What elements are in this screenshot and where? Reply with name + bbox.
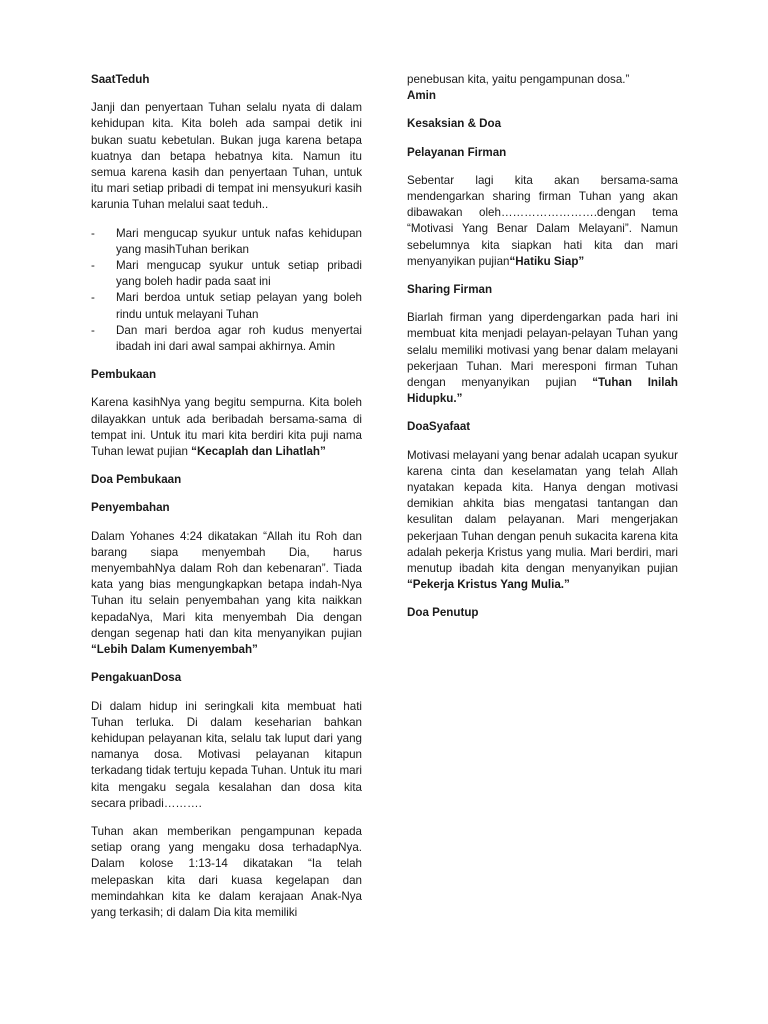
bullet-dash: - xyxy=(91,259,95,273)
pembukaan-paragraph xyxy=(91,395,362,460)
pelayanan-firman-text: Sebentar lagi kita akan bersama-sama mendengarkan sharing firman Tuhan yang akan dibawakan oleh…………………….dengan tema “Motivasi Yang Benar Dalam Melayani”. Namun sebelumnya kita siapkan hati kita dan mari menyanyikan pujian xyxy=(407,173,678,268)
doa-syafaat-song-title: “Pekerja Kristus Yang Mulia.” xyxy=(407,578,570,592)
pengakuan-paragraph-1: Di dalam hidup ini seringkali kita membuat hati Tuhan terluka. Di dalam keseharian bahkan kehidupan pelayanan kita, selalu tak luput dari yang namanya dosa. Motivasi pelayanan kitapun terkadang tidak tertuju kepada Tuhan. Untuk itu mari kita mengaku segala kesalahan dan dosa kita secara pribadi………. xyxy=(91,699,362,810)
heading-doa-syafaat: DoaSyafaat xyxy=(407,420,471,434)
list-item xyxy=(91,226,362,258)
list-item xyxy=(91,290,362,322)
pengakuan-paragraph-2: Tuhan akan memberikan pengampunan kepada setiap orang yang mengaku dosa terhadapNya. Dalam kolose 1:13-14 dikatakan “Ia telah melepaskan kita dari kuasa kegelapan dan memindahkan kita ke dalam kerajaan Anak-Nya yang terkasih; di dalam Dia kita memiliki xyxy=(91,824,362,919)
heading-doa-pembukaan: Doa Pembukaan xyxy=(91,473,182,487)
doa-syafaat-text: Motivasi melayani yang benar adalah ucapan syukur karena cinta dan keselamatan yang telah Allah nyatakan kepada kita. Hanya dengan motivasi demikian ahkita bias mengatasi tantangan dan kesulitan dalam pelayanan. Mari mengerjakan pekerjaan Tuhan dengan penuh sukacita karena kita adalah pekerja Kristus yang mulia. Mari berdiri, mari menutup ibadah kita dengan menyanyikan pujian xyxy=(407,448,678,576)
amin-text: Amin xyxy=(407,89,436,103)
pembukaan-song-title: “Kecaplah dan Lihatlah” xyxy=(191,445,326,459)
list-item-text: Mari mengucap syukur untuk nafas kehidupan yang masihTuhan berikan xyxy=(116,226,362,256)
heading-pembukaan: Pembukaan xyxy=(91,368,157,382)
list-item xyxy=(91,323,362,355)
continuation-text: penebusan kita, yaitu pengampunan dosa.” xyxy=(407,73,630,86)
list-item xyxy=(91,258,362,290)
list-item-text: Mari mengucap syukur untuk setiap pribadi yang boleh hadir pada saat ini xyxy=(116,259,362,289)
heading-pengakuan-dosa: PengakuanDosa xyxy=(91,671,182,685)
heading-kesaksian-doa: Kesaksian & Doa xyxy=(407,117,502,131)
bullet-dash: - xyxy=(91,323,95,337)
list-item-text: Mari berdoa untuk setiap pelayan yang boleh rindu untuk melayani Tuhan xyxy=(116,291,362,321)
heading-pelayanan-firman: Pelayanan Firman xyxy=(407,145,507,159)
penyembahan-paragraph xyxy=(91,529,362,659)
list-item-text: Dan mari berdoa agar roh kudus menyertai ibadah ini dari awal sampai akhirnya. Amin xyxy=(116,323,362,354)
heading-sharing-firman: Sharing Firman xyxy=(407,283,493,297)
penyembahan-text: Dalam Yohanes 4:24 dikatakan “Allah itu Roh dan barang siapa menyembah Dia, harus menyembahNya dalam Roh dan kebenaran”. Tiada kata yang bias mengungkapkan betapa indah-Nya Tuhan itu selain penyembahan yang kita naikkan kepadaNya, Mari kita menyembah Dia dengan dengan segenap hati dan kita menyanyikan pujian xyxy=(91,529,362,640)
bullet-dash: - xyxy=(91,226,95,240)
saat-teduh-bullet-list xyxy=(91,226,362,356)
bullet-dash: - xyxy=(91,291,95,305)
doa-syafaat-paragraph xyxy=(407,448,678,594)
right-column xyxy=(407,0,678,622)
penyembahan-song-title: “Lebih Dalam Kumenyembah” xyxy=(91,643,258,657)
continuation-paragraph xyxy=(407,72,678,104)
heading-doa-penutup: Doa Penutup xyxy=(407,606,479,620)
sharing-firman-song-title: “Tuhan Inilah Hidupku.” xyxy=(407,376,678,406)
saat-teduh-paragraph: Janji dan penyertaan Tuhan selalu nyata di dalam kehidupan kita. Kita boleh ada sampai detik ini bukan suatu kebetulan. Bukan juga karena betapa kuatnya dan betapa hebatnya kita. Namun itu semua karena kasih dan penyertaan Tuhan, untuk itu mari setiap pribadi di tempat ini mensyukuri kasih karunia Tuhan melalui saat teduh.. xyxy=(91,101,362,212)
pembukaan-text: Karena kasihNya yang begitu sempurna. Kita boleh dilayakkan untuk ada beribadah bersama-sama di tempat ini. Untuk itu mari kita berdiri kita puji nama Tuhan lewat pujian xyxy=(91,396,362,459)
pelayanan-firman-paragraph xyxy=(407,173,678,270)
sharing-firman-paragraph xyxy=(407,310,678,407)
heading-penyembahan: Penyembahan xyxy=(91,501,170,515)
left-column xyxy=(91,0,362,921)
sharing-firman-text: Biarlah firman yang diperdengarkan pada hari ini membuat kita menjadi pelayan-pelayan Tuhan yang selalu memiliki motivasi yang benar dalam melayani pekerjaan Tuhan. Mari meresponi firman Tuhan dengan menyanyikan pujian xyxy=(407,311,678,390)
heading-saat-teduh: SaatTeduh xyxy=(91,73,150,86)
pelayanan-firman-song-title: “Hatiku Siap” xyxy=(509,254,585,268)
